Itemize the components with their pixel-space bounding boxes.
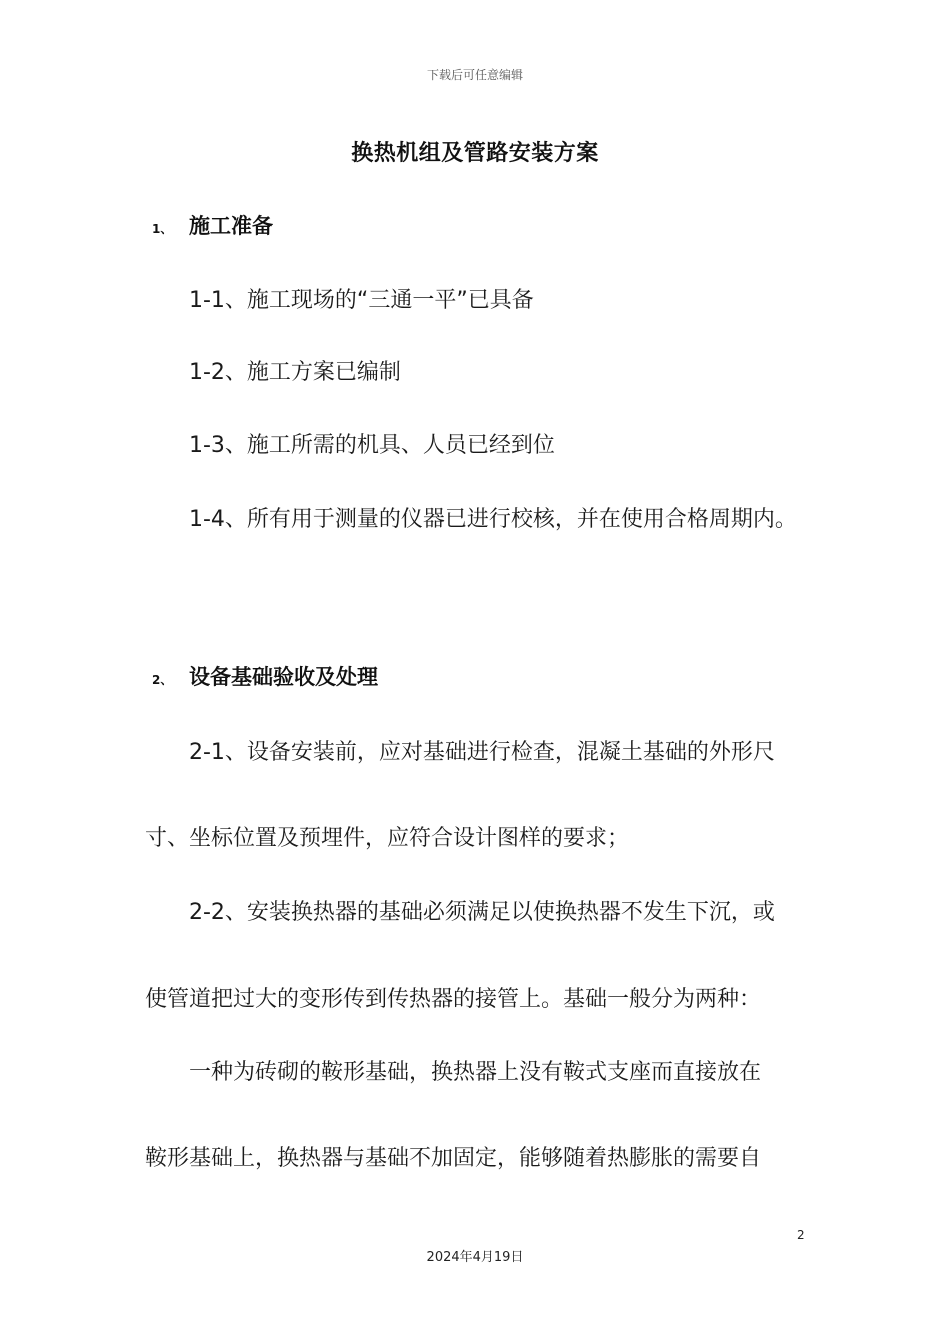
section-2-number: 2、 xyxy=(152,673,173,687)
paragraph-line: 寸、坐标位置及预埋件，应符合设计图样的要求； xyxy=(145,826,630,851)
paragraph-line: 2-1、设备安装前，应对基础进行检查，混凝土基础的外形尺 xyxy=(189,740,775,765)
page-header: 下载后可任意编辑 xyxy=(426,68,523,82)
paragraph-line: 一种为砖砌的鞍形基础，换热器上没有鞍式支座而直接放在 xyxy=(189,1060,762,1085)
document-title: 换热机组及管路安装方案 xyxy=(351,141,599,166)
section-1-item-1: 1-1、施工现场的“三通一平”已具备 xyxy=(189,288,534,313)
section-1-title: 施工准备 xyxy=(189,214,273,238)
page-number: 2 xyxy=(797,1228,805,1242)
section-1-item-4: 1-4、所有用于测量的仪器已进行校核，并在使用合格周期内。 xyxy=(189,507,797,532)
paragraph-line: 鞍形基础上，换热器与基础不加固定，能够随着热膨胀的需要自 xyxy=(145,1146,762,1171)
paragraph-line: 使管道把过大的变形传到传热器的接管上。基础一般分为两种： xyxy=(145,987,762,1012)
paragraph-line: 2-2、安装换热器的基础必须满足以使换热器不发生下沉，或 xyxy=(189,900,775,925)
section-1-item-3: 1-3、施工所需的机具、人员已经到位 xyxy=(189,433,555,458)
section-2-title: 设备基础验收及处理 xyxy=(189,665,378,689)
section-1-number: 1、 xyxy=(152,222,173,236)
section-1-item-2: 1-2、施工方案已编制 xyxy=(189,360,401,385)
footer-date: 2024年4月19日 xyxy=(426,1250,524,1265)
